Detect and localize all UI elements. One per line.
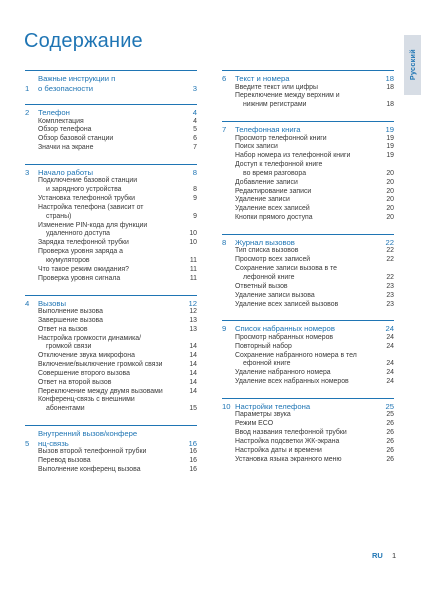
language-tab[interactable] [404, 35, 421, 95]
toc-entry-text: Ввод названия телефонной трубки [235, 429, 347, 437]
toc-entry-page: 22 [386, 247, 394, 255]
toc-entry-text: Удаление всех записей вызовов [235, 300, 339, 308]
section-page-number: 12 [188, 298, 197, 308]
toc-entry-page: 14 [189, 369, 197, 377]
toc-entry-text: Подключение базовой станции и зарядного устройства [38, 177, 138, 194]
toc-entry-text: Включение/выключение громкой связи [38, 361, 163, 369]
toc-entry[interactable] [222, 84, 394, 93]
toc-entry-page: 14 [189, 378, 197, 386]
toc-entry-page: 5 [193, 126, 197, 134]
page-title: Содержание [24, 30, 143, 52]
toc-entry-text: Просмотр всех записей [235, 256, 311, 264]
toc-entry-text: Ответ на вызов [38, 325, 88, 333]
toc-entry[interactable] [25, 396, 197, 414]
toc-entry[interactable] [222, 447, 394, 456]
toc-entry-page: 6 [193, 135, 197, 143]
section-page-number: 22 [385, 237, 394, 247]
toc-entry-page: 4 [193, 117, 197, 125]
toc-entry-text: Выполнение вызова [38, 308, 103, 315]
toc-entry-page: 11 [189, 256, 197, 264]
toc-entry-text: Удаление записи вызова [235, 291, 315, 299]
section-number: 5 [25, 438, 30, 448]
toc-entry-page: 11 [189, 265, 197, 273]
toc-entry-text: Изменение PIN-кода для функции удаленного доступа [38, 221, 148, 238]
toc-section-8 [222, 234, 394, 309]
toc-entry-page: 14 [189, 361, 197, 369]
toc-entry-page: 14 [189, 343, 197, 351]
section-page-number: 25 [385, 401, 394, 411]
toc-entry-page: 24 [386, 360, 394, 368]
toc-entry-text: Завершение вызова [38, 316, 103, 324]
toc-section-3 [25, 164, 197, 284]
toc-entry-text: Сохранение записи вызова в те лефонной книге [235, 265, 338, 281]
toc-entry-page: 26 [386, 420, 394, 428]
toc-entry-page: 20 [386, 169, 394, 177]
section-number: 9 [222, 324, 227, 334]
toc-right-column [222, 70, 394, 465]
toc-entry-page: 24 [386, 333, 394, 341]
toc-entry-text: Доступ к телефонной книге во время разговора [235, 161, 323, 177]
toc-entry-page: 9 [193, 195, 197, 203]
toc-entry-page: 14 [189, 387, 197, 395]
toc-entry-text: Настройка подсветки ЖК-экрана [235, 437, 340, 445]
toc-entry-text: Ответный вызов [235, 282, 288, 290]
toc-entry-text: Поиск записи [235, 143, 278, 151]
toc-entry-text: Совершение второго вызова [38, 369, 130, 377]
toc-entry-text: Параметры звука [235, 411, 291, 419]
toc-entry[interactable] [25, 317, 197, 326]
toc-entry-text: Просмотр набранных номеров [235, 333, 334, 341]
toc-entry-text: Настройка даты и времени [235, 446, 322, 454]
toc-entry-text: Настройка телефона (зависит от страны) [38, 203, 144, 220]
toc-entry-page: 16 [189, 465, 197, 473]
toc-entry-text: Добавление записи [235, 178, 298, 186]
section-number: 10 [222, 401, 231, 411]
toc-entry-text: Вызов второй телефонной трубки [38, 448, 147, 456]
section-page-number: 24 [385, 324, 394, 334]
toc-entry[interactable] [222, 247, 394, 256]
toc-entry[interactable] [222, 256, 394, 265]
section-number: 4 [25, 298, 30, 308]
toc-entry-page: 24 [386, 369, 394, 377]
toc-entry[interactable] [222, 188, 394, 197]
toc-entry[interactable] [222, 378, 394, 387]
toc-entry[interactable] [222, 334, 394, 343]
toc-entry-text: Режим ECO [235, 420, 274, 428]
toc-entry-text: Кнопки прямого доступа [235, 214, 313, 222]
toc-section-1 [25, 70, 197, 93]
toc-section-4 [25, 295, 197, 415]
toc-entry[interactable] [222, 438, 394, 447]
toc-entry[interactable] [25, 379, 197, 388]
toc-entry-text: Тип списка вызовов [235, 247, 299, 255]
section-title: Список набранных номеров [235, 324, 335, 334]
toc-entry-page: 16 [189, 456, 197, 464]
toc-entry-page: 26 [386, 455, 394, 463]
toc-entry[interactable] [25, 352, 197, 361]
toc-section-6 [222, 70, 394, 110]
toc-entry-page: 20 [386, 214, 394, 222]
toc-entry[interactable] [222, 429, 394, 438]
toc-entry-text: Что такое режим ожидания? [38, 265, 129, 273]
toc-entry[interactable] [222, 456, 394, 465]
toc-entry-page: 19 [386, 152, 394, 160]
toc-entry-page: 9 [193, 212, 197, 220]
footer-language-code: RU [372, 551, 383, 560]
toc-entry-page: 11 [189, 274, 197, 282]
toc-entry-text: Проверка уровня заряда а ккумуляторов [38, 248, 123, 264]
toc-entry[interactable] [222, 301, 394, 310]
section-page-number: 18 [385, 74, 394, 83]
toc-entry-text: Настройка громкости динамика/ громкой связи [38, 334, 142, 351]
toc-entry[interactable] [25, 135, 197, 144]
section-number: 8 [222, 237, 227, 247]
toc-entry[interactable] [222, 369, 394, 378]
toc-entry-text: Обзор телефона [38, 126, 92, 134]
section-number: 2 [25, 108, 30, 117]
toc-entry-page: 18 [386, 101, 394, 109]
toc-entry-page: 19 [386, 143, 394, 151]
toc-entry-page: 23 [386, 291, 394, 299]
toc-left-column [25, 70, 197, 475]
toc-entry-page: 14 [189, 352, 197, 360]
toc-section-5 [25, 425, 197, 475]
toc-entry[interactable] [25, 126, 197, 135]
toc-entry-page: 10 [189, 239, 197, 247]
toc-entry[interactable] [222, 143, 394, 152]
toc-entry-page: 22 [386, 256, 394, 264]
toc-entry[interactable] [222, 135, 394, 144]
toc-entry-text: Удаление набранного номера [235, 369, 331, 377]
toc-entry-page: 20 [386, 196, 394, 204]
toc-section-9 [222, 320, 394, 387]
section-heading[interactable] [25, 168, 197, 178]
toc-entry-text: Введите текст или цифры [235, 83, 318, 91]
toc-entry[interactable] [25, 388, 197, 397]
toc-entry[interactable] [25, 457, 197, 466]
toc-section-7 [222, 121, 394, 223]
toc-entry-page: 13 [189, 325, 197, 333]
section-title: Настройки телефона [235, 401, 311, 411]
toc-section-10 [222, 398, 394, 465]
toc-entry-text: Отключение звука микрофона [38, 352, 135, 360]
toc-entry-page: 23 [386, 282, 394, 290]
section-number: 6 [222, 74, 227, 83]
toc-entry-text: Удаление записи [235, 196, 290, 204]
toc-entry[interactable] [222, 205, 394, 214]
toc-entry-text: Значки на экране [38, 144, 94, 152]
toc-entry-page: 12 [189, 308, 197, 315]
toc-entry[interactable] [25, 370, 197, 379]
toc-entry-text: Переключение между двумя вызовами [38, 387, 163, 395]
toc-entry[interactable] [222, 343, 394, 352]
section-number: 1 [25, 83, 30, 93]
toc-entry-text: Проверка уровня сигнала [38, 274, 121, 282]
toc-entry-page: 8 [193, 186, 197, 194]
toc-entry[interactable] [25, 448, 197, 457]
toc-entry[interactable] [222, 265, 394, 283]
toc-entry-text: Зарядка телефонной трубки [38, 239, 129, 247]
toc-entry-page: 25 [386, 411, 394, 419]
toc-entry-page: 26 [386, 437, 394, 445]
toc-entry-page: 20 [386, 187, 394, 195]
toc-entry[interactable] [25, 361, 197, 370]
toc-entry-text: Перевод вызова [38, 456, 91, 464]
toc-entry[interactable] [25, 144, 197, 153]
toc-entry-text: Редактирование записи [235, 187, 312, 195]
section-page-number: 16 [188, 438, 197, 448]
language-tab-label: Русский [408, 49, 417, 81]
section-title: Журнал вызовов [235, 237, 295, 247]
toc-entry-text: Набор номера из телефонной книги [235, 152, 351, 160]
toc-entry[interactable] [222, 152, 394, 161]
toc-entry[interactable] [25, 222, 197, 240]
section-number: 3 [25, 167, 30, 177]
section-title: Телефон [38, 108, 70, 117]
toc-entry[interactable] [25, 248, 197, 266]
toc-entry-text: Сохранение набранного номера в тел ефонной книге [235, 351, 357, 368]
toc-entry[interactable] [25, 239, 197, 248]
section-title: Внутренний вызов/конфере нц-связь [38, 429, 138, 448]
toc-entry-text: Установка языка экранного меню [235, 455, 342, 463]
toc-entry-text: Ответ на второй вызов [38, 378, 112, 386]
section-title: Вызовы [38, 298, 66, 308]
toc-entry-page: 13 [189, 316, 197, 324]
toc-entry[interactable] [222, 179, 394, 188]
toc-entry-page: 7 [193, 144, 197, 152]
section-page-number: 4 [192, 108, 197, 117]
toc-entry-text: Удаление всех записей [235, 205, 310, 213]
toc-entry-page: 20 [386, 205, 394, 213]
section-heading[interactable] [25, 299, 197, 309]
section-heading[interactable] [25, 108, 197, 118]
toc-entry-page: 26 [386, 429, 394, 437]
section-heading[interactable] [222, 125, 394, 135]
toc-entry-text: Повторный набор [235, 342, 292, 350]
section-heading[interactable] [25, 429, 197, 448]
toc-entry-text: Установка телефонной трубки [38, 195, 135, 203]
toc-entry-page: 16 [189, 448, 197, 456]
toc-entry-page: 19 [386, 134, 394, 142]
toc-entry-page: 18 [386, 83, 394, 91]
toc-section-2 [25, 104, 197, 153]
toc-entry-text: Выполнение конференц вызова [38, 465, 141, 473]
toc-entry-text: Просмотр телефонной книги [235, 134, 327, 142]
toc-entry[interactable] [222, 352, 394, 370]
toc-entry[interactable] [25, 466, 197, 475]
toc-entry[interactable] [25, 266, 197, 275]
toc-entry[interactable] [222, 283, 394, 292]
section-title: Телефонная книга [235, 125, 301, 135]
toc-entry[interactable] [222, 292, 394, 301]
toc-entry[interactable] [222, 161, 394, 179]
section-number: 7 [222, 125, 227, 135]
section-title: Начало работы [38, 167, 94, 177]
toc-entry[interactable] [25, 335, 197, 353]
toc-entry[interactable] [222, 92, 394, 110]
toc-entry-text: Конференц-связь с внешними абонентами [38, 396, 135, 413]
section-heading[interactable] [222, 324, 394, 334]
toc-entry-page: 24 [386, 342, 394, 350]
section-heading[interactable] [25, 74, 197, 93]
toc-entry-page: 10 [189, 230, 197, 238]
toc-entry-page: 22 [386, 274, 394, 281]
toc-entry-text: Обзор базовой станции [38, 135, 114, 143]
toc-entry[interactable] [25, 204, 197, 222]
section-heading[interactable] [222, 74, 394, 84]
toc-entry[interactable] [25, 308, 197, 317]
toc-entry[interactable] [222, 411, 394, 420]
toc-entry[interactable] [25, 177, 197, 195]
toc-entry-text: Комплектация [38, 117, 84, 125]
toc-entry[interactable] [222, 420, 394, 429]
toc-entry-text: Удаление всех набранных номеров [235, 378, 349, 386]
toc-entry[interactable] [25, 195, 197, 204]
toc-entry[interactable] [25, 275, 197, 284]
toc-entry-page: 23 [386, 300, 394, 308]
toc-entry-text: Переключение между верхним и нижним регистрами [235, 92, 340, 109]
section-page-number: 19 [385, 125, 394, 135]
section-heading[interactable] [222, 402, 394, 412]
toc-entry-page: 15 [189, 405, 197, 413]
toc-entry-page: 26 [386, 446, 394, 454]
toc-entry[interactable] [25, 326, 197, 335]
toc-entry[interactable] [222, 214, 394, 223]
toc-entry-page: 20 [386, 178, 394, 186]
section-page-number: 3 [192, 83, 197, 93]
section-title: Текст и номера [235, 74, 290, 83]
footer-page-number: 1 [392, 551, 397, 560]
section-page-number: 8 [192, 167, 197, 177]
toc-entry[interactable] [222, 196, 394, 205]
section-title: Важные инструкции п о безопасности [38, 74, 116, 93]
toc-entry-page: 24 [386, 378, 394, 386]
section-heading[interactable] [222, 238, 394, 248]
